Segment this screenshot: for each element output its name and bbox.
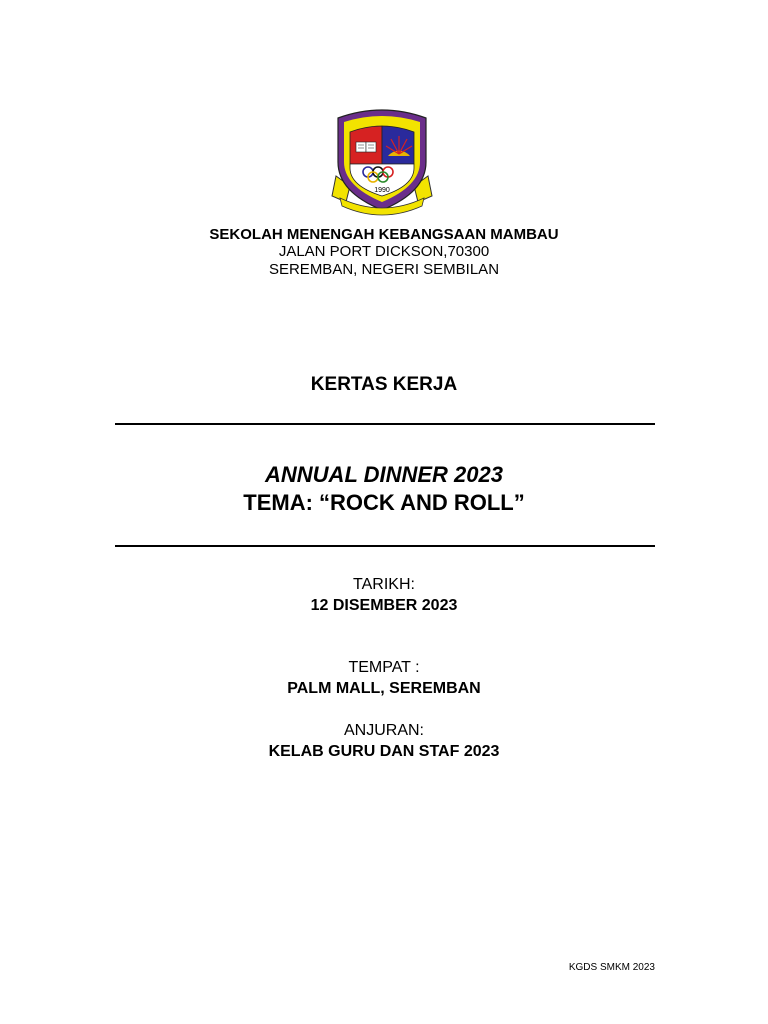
crest-year: 1990: [374, 187, 390, 194]
event-title: ANNUAL DINNER 2023: [265, 462, 503, 487]
footer-code: KGDS SMKM 2023: [568, 962, 655, 973]
organizer-label: ANJURAN:: [343, 722, 424, 739]
venue-value: PALM MALL, SEREMBAN: [287, 680, 481, 697]
school-name: SEKOLAH MENENGAH KEBANGSAAN MAMBAU: [209, 226, 559, 243]
venue-label: TEMPAT :: [348, 659, 420, 676]
document-type-heading: KERTAS KERJA: [310, 374, 458, 395]
divider-bottom: [115, 545, 655, 547]
organizer-value: KELAB GURU DAN STAF 2023: [268, 743, 500, 760]
event-theme: TEMA: “ROCK AND ROLL”: [243, 490, 525, 515]
divider-top: [115, 423, 655, 425]
school-crest-logo: [330, 106, 434, 218]
date-label: TARIKH:: [353, 576, 415, 593]
date-value: 12 DISEMBER 2023: [310, 597, 458, 614]
address-line-1: JALAN PORT DICKSON,70300: [278, 243, 490, 260]
address-line-2: SEREMBAN, NEGERI SEMBILAN: [268, 261, 500, 278]
